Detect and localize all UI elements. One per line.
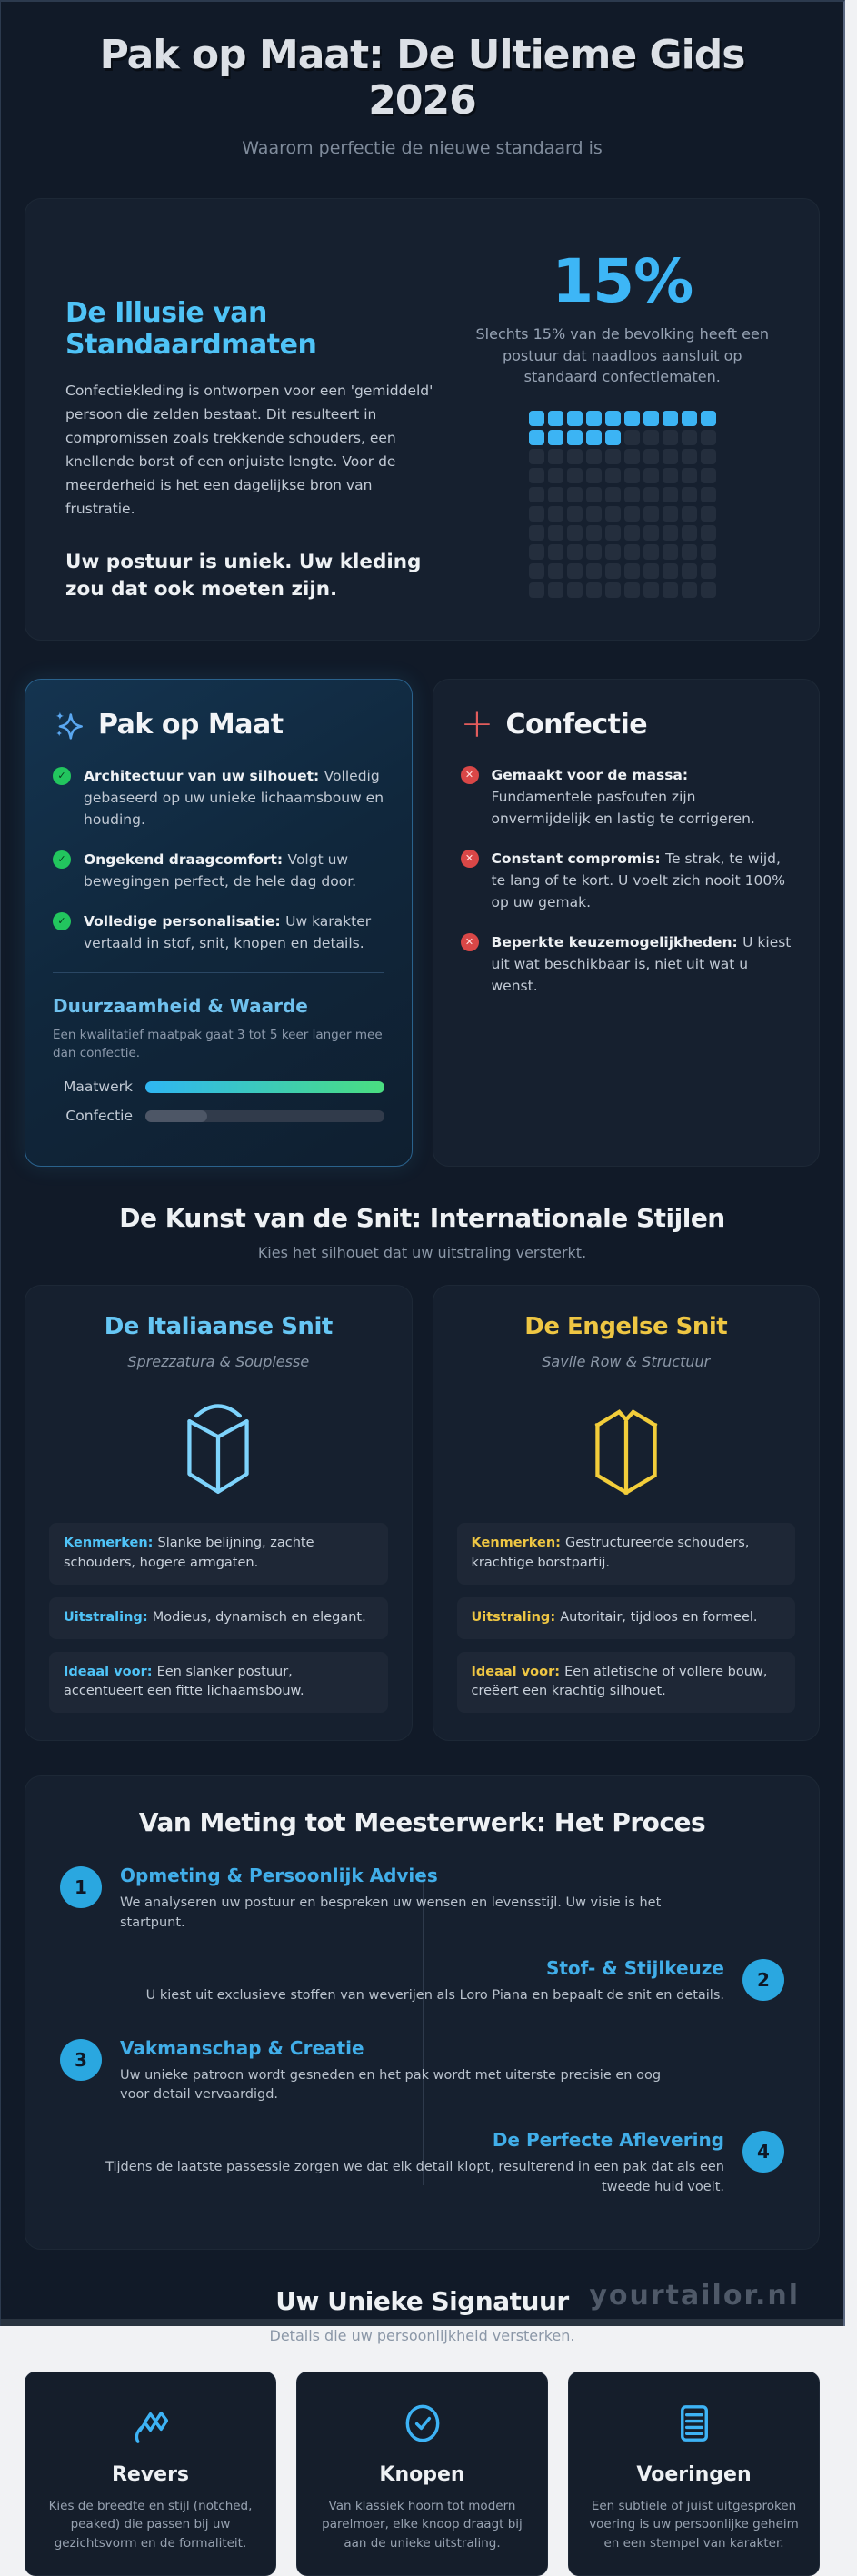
grid-dot <box>586 582 602 598</box>
step-title: Opmeting & Persoonlijk Advies <box>120 1865 438 1887</box>
illusion-text-column <box>65 246 435 602</box>
cut-row-text: Autoritair, tijdloos en formeel. <box>560 1609 758 1625</box>
grid-dot <box>529 449 544 464</box>
grid-dot-highlighted <box>701 411 716 426</box>
signature-card-title: Knopen <box>379 2462 465 2486</box>
sparkles-icon <box>53 709 85 741</box>
grid-dot <box>701 563 716 579</box>
grid-dot <box>586 544 602 560</box>
point-lead: Architectuur van uw silhouet: <box>84 767 320 784</box>
grid-dot <box>567 563 583 579</box>
grid-dot-highlighted <box>605 411 621 426</box>
grid-dot-highlighted <box>529 430 544 445</box>
process-heading: Van Meting tot Meesterwerk: Het Proces <box>138 1807 706 1838</box>
step-title: De Perfecte Aflevering <box>492 2129 724 2152</box>
grid-dot <box>529 525 544 541</box>
grid-dot <box>643 582 659 598</box>
process-step-4 <box>60 2129 784 2198</box>
grid-dot <box>701 582 716 598</box>
cut-row-text: Een slanker postuur, accentueert een fitte lichaamsbouw. <box>64 1664 304 1699</box>
grid-dot-highlighted <box>548 411 563 426</box>
bar-fill-maatwerk <box>145 1081 384 1093</box>
grid-dot <box>663 430 678 445</box>
point-text: Volgt uw bewegingen perfect, de hele dag door. <box>84 850 357 890</box>
page-title: Pak op Maat: De Ultieme Gids 2026 <box>99 32 745 124</box>
signature-section <box>25 2372 820 2576</box>
english-silhouette-icon <box>568 1390 684 1507</box>
grid-dot <box>529 563 544 579</box>
bar-label: Maatwerk <box>63 1079 133 1096</box>
step-number-badge: 4 <box>742 2131 784 2173</box>
process-card <box>25 1775 820 2250</box>
grid-dot-highlighted <box>586 430 602 445</box>
cut-row-text: Modieus, dynamisch en elegant. <box>152 1609 366 1625</box>
english-cut-title: De Engelse Snit <box>524 1313 728 1341</box>
grid-dot <box>586 468 602 483</box>
grid-dot <box>529 468 544 483</box>
italian-silhouette-icon <box>160 1390 276 1507</box>
grid-dot <box>643 430 659 445</box>
lapel-icon <box>45 2398 255 2449</box>
bar-row-maatwerk <box>53 1079 384 1095</box>
point-lead: Ongekend draagcomfort: <box>84 850 284 868</box>
custom-suit-title-row <box>53 709 384 741</box>
grid-dot <box>624 525 640 541</box>
list-item <box>53 849 384 892</box>
english-cut-card <box>433 1285 821 1741</box>
grid-dot <box>682 468 697 483</box>
grid-dot <box>663 487 678 502</box>
cut-row-text: Slanke belijning, zachte schouders, hogere armgaten. <box>64 1536 314 1571</box>
point-text: U kiest uit wat beschikbaar is, niet uit wat u wenst. <box>491 933 792 994</box>
illusion-statement: Uw postuur is uniek. Uw kleding zou dat ook moeten zijn. <box>65 550 422 601</box>
grid-dot <box>567 525 583 541</box>
cut-row-text: Een atletische of vollere bouw, creëert een krachtig silhouet. <box>471 1664 768 1699</box>
italian-cut-subtitle: Sprezzatura & Souplesse <box>127 1353 310 1371</box>
signature-card-title: Revers <box>111 2462 190 2486</box>
cut-row-lead: Kenmerken: <box>64 1536 154 1551</box>
grid-dot <box>682 525 697 541</box>
button-check-icon <box>317 2398 527 2449</box>
custom-suit-card <box>25 679 413 1168</box>
grid-dot <box>643 506 659 522</box>
grid-dot <box>548 449 563 464</box>
grid-dot <box>529 506 544 522</box>
cross-icon: ✕ <box>461 766 479 784</box>
grid-dot <box>701 506 716 522</box>
grid-dot <box>586 525 602 541</box>
step-number-badge: 1 <box>60 1866 102 1908</box>
grid-dot <box>567 544 583 560</box>
check-icon: ✓ <box>53 850 71 869</box>
grid-dot-highlighted <box>567 411 583 426</box>
grid-dot <box>643 449 659 464</box>
cut-row <box>49 1597 388 1639</box>
grid-dot <box>624 506 640 522</box>
grid-dot <box>567 487 583 502</box>
process-step-3 <box>60 2037 784 2106</box>
point-text: Fundamentele pasfouten zijn onvermijdelijk en lastig te corrigeren. <box>491 788 755 827</box>
grid-dot <box>682 487 697 502</box>
grid-dot <box>548 506 563 522</box>
grid-dot <box>701 544 716 560</box>
divider <box>53 972 384 973</box>
signature-card-text: Kies de breedte en stijl (notched, peaked) die passen bij uw gezichtsvorm en de formaliteit. <box>48 2498 253 2551</box>
grid-dot <box>605 525 621 541</box>
english-cut-subtitle: Savile Row & Structuur <box>542 1353 711 1371</box>
grid-dot <box>682 544 697 560</box>
grid-dot <box>605 449 621 464</box>
grid-dot <box>624 468 640 483</box>
page-subtitle: Waarom perfectie de nieuwe standaard is <box>242 138 603 159</box>
grid-dot <box>586 506 602 522</box>
list-item <box>461 931 792 997</box>
signature-card-revers <box>25 2372 276 2576</box>
italian-cut-card <box>25 1285 413 1741</box>
cut-row-lead: Kenmerken: <box>471 1536 561 1551</box>
cut-row <box>457 1652 796 1714</box>
grid-dot <box>605 506 621 522</box>
header <box>1 2 843 158</box>
grid-dot <box>663 506 678 522</box>
process-step-2 <box>60 1957 784 2014</box>
point-text: Uw karakter vertaald in stof, snit, knopen en details. <box>84 912 372 951</box>
grid-dot-highlighted <box>643 411 659 426</box>
step-title: Stof- & Stijlkeuze <box>545 1956 724 1979</box>
step-text: Tijdens de laatste passessie zorgen we dat elk detail klopt, resulterend in een pak dat als een tweede huid voelt. <box>105 2160 724 2194</box>
list-item <box>53 765 384 830</box>
ready-made-points <box>461 764 792 997</box>
grid-dot <box>548 525 563 541</box>
step-number-badge: 3 <box>60 2039 102 2081</box>
signature-subheading: Details die uw persoonlijkheid versterken. <box>269 2326 575 2344</box>
bar-track <box>145 1081 384 1093</box>
grid-dot-highlighted <box>548 430 563 445</box>
custom-suit-title: Pak op Maat <box>98 709 284 741</box>
signature-card-voeringen <box>568 2372 820 2576</box>
grid-dot <box>567 449 583 464</box>
grid-dot <box>529 582 544 598</box>
grid-dot <box>701 468 716 483</box>
grid-dot-highlighted <box>663 411 678 426</box>
step-text: We analyseren uw postuur en bespreken uw wensen en levensstijl. Uw visie is het startpunt. <box>120 1895 662 1930</box>
grid-dot <box>663 582 678 598</box>
bar-track <box>145 1110 384 1122</box>
list-item <box>53 910 384 954</box>
grid-dot <box>624 544 640 560</box>
grid-dot <box>605 582 621 598</box>
stat-value: 15% <box>552 246 693 317</box>
grid-dot <box>663 449 678 464</box>
grid-dot <box>643 563 659 579</box>
grid-dot <box>567 506 583 522</box>
lining-icon <box>589 2398 799 2449</box>
cut-row-text: Gestructureerde schouders, krachtige borstpartij. <box>471 1536 750 1571</box>
grid-dot-highlighted <box>682 411 697 426</box>
plus-icon: + <box>460 701 494 748</box>
stat-caption: Slechts 15% van de bevolking heeft een postuur dat naadloos aansluit op standaard confectiematen. <box>475 325 769 385</box>
grid-dot <box>701 525 716 541</box>
point-text: Volledig gebaseerd op uw unieke lichaamsbouw en houding. <box>84 767 384 828</box>
ready-made-card <box>433 679 821 1168</box>
point-lead: Beperkte keuzemogelijkheden: <box>491 933 738 950</box>
cross-icon: ✕ <box>461 933 479 951</box>
check-icon: ✓ <box>53 767 71 785</box>
step-title: Vakmanschap & Creatie <box>120 2036 364 2059</box>
grid-dot <box>624 563 640 579</box>
point-text: Te strak, te wijd, te lang of te kort. U voelt zich nooit 100% op uw gemak. <box>491 850 785 910</box>
cut-row-lead: Ideaal voor: <box>64 1664 153 1679</box>
signature-card-knopen <box>296 2372 548 2576</box>
grid-dot <box>663 544 678 560</box>
cuts-subheading: Kies het silhouet dat uw uitstraling versterkt. <box>257 1244 587 1262</box>
grid-dot <box>701 430 716 445</box>
cuts-heading: De Kunst van de Snit: Internationale Stijlen <box>119 1203 725 1234</box>
grid-dot <box>682 506 697 522</box>
durability-heading: Duurzaamheid & Waarde <box>53 994 308 1017</box>
grid-dot <box>643 487 659 502</box>
grid-dot <box>605 544 621 560</box>
illusion-card <box>25 198 820 640</box>
bar-row-confectie <box>53 1108 384 1124</box>
grid-dot <box>624 487 640 502</box>
step-text: U kiest uit exclusieve stoffen van weverijen als Loro Piana en bepaalt de snit en details. <box>145 1987 724 2003</box>
grid-dot <box>624 430 640 445</box>
custom-suit-points <box>53 765 384 954</box>
cut-row <box>457 1523 796 1585</box>
grid-dot <box>682 582 697 598</box>
grid-dot <box>682 563 697 579</box>
grid-dot <box>548 563 563 579</box>
grid-dot <box>529 487 544 502</box>
grid-dot <box>624 582 640 598</box>
cross-icon: ✕ <box>461 850 479 868</box>
bar-label: Confectie <box>65 1108 133 1125</box>
step-text: Uw unieke patroon wordt gesneden en het pak wordt met uiterste precisie en oog voor detail vervaardigd. <box>120 2067 662 2103</box>
italian-cut-title: De Italiaanse Snit <box>104 1313 333 1341</box>
durability-note: Een kwalitatief maatpak gaat 3 tot 5 keer langer mee dan confectie. <box>53 1027 383 1061</box>
grid-dot <box>548 487 563 502</box>
illusion-heading: De Illusie van Standaardmaten <box>65 297 317 362</box>
bottom-strip <box>1 2319 843 2326</box>
grid-dot <box>624 449 640 464</box>
grid-dot <box>643 525 659 541</box>
illusion-stat-column <box>466 246 780 602</box>
grid-dot <box>605 563 621 579</box>
grid-dot-highlighted <box>624 411 640 426</box>
grid-dot <box>529 544 544 560</box>
process-timeline <box>60 1865 784 2198</box>
grid-dot <box>682 430 697 445</box>
grid-dot <box>586 449 602 464</box>
watermark: yourtailor.nl <box>589 2280 800 2312</box>
grid-dot-highlighted <box>529 411 544 426</box>
step-number-badge: 2 <box>742 1959 784 2001</box>
cut-row-lead: Uitstraling: <box>64 1609 148 1625</box>
grid-dot-highlighted <box>567 430 583 445</box>
grid-dot <box>682 449 697 464</box>
cut-row <box>457 1597 796 1639</box>
point-lead: Gemaakt voor de massa: <box>491 766 689 783</box>
grid-dot <box>586 487 602 502</box>
illusion-body: Confectiekleding is ontworpen voor een 'gemiddeld' persoon die zelden bestaat. Dit resulteert in compromissen zoals trekkende schouders, een knellende borst of een onjuiste lengte. Voor de meerderheid is het een dagelijkse bron van frustratie. <box>65 383 433 518</box>
signature-card-title: Voeringen <box>636 2462 752 2486</box>
point-lead: Constant compromis: <box>491 850 661 867</box>
population-grid <box>529 411 716 598</box>
grid-dot <box>663 468 678 483</box>
ready-made-title: Confectie <box>505 708 648 741</box>
cut-row-lead: Uitstraling: <box>471 1609 556 1625</box>
cut-row-lead: Ideaal voor: <box>471 1664 561 1679</box>
grid-dot <box>643 544 659 560</box>
ready-made-title-row <box>460 701 792 748</box>
cuts-section <box>25 1285 820 1741</box>
grid-dot <box>663 525 678 541</box>
grid-dot <box>586 563 602 579</box>
grid-dot <box>548 544 563 560</box>
grid-dot <box>567 468 583 483</box>
grid-dot-highlighted <box>605 430 621 445</box>
grid-dot <box>701 487 716 502</box>
list-item <box>461 848 792 913</box>
list-item <box>461 764 792 830</box>
point-lead: Volledige personalisatie: <box>84 912 281 930</box>
signature-card-text: Een subtiele of juist uitgesproken voering is uw persoonlijke geheim en een stempel van karakter. <box>589 2498 799 2551</box>
signature-heading: Uw Unieke Signatuur <box>275 2285 569 2316</box>
grid-dot <box>548 468 563 483</box>
grid-dot <box>605 468 621 483</box>
signature-card-text: Van klassiek hoorn tot modern parelmoer, elke knoop draagt bij aan de unieke uitstraling. <box>322 2498 523 2551</box>
grid-dot <box>643 468 659 483</box>
comparison-section <box>25 679 820 1168</box>
grid-dot <box>701 449 716 464</box>
grid-dot <box>548 582 563 598</box>
grid-dot <box>663 563 678 579</box>
cut-row <box>49 1523 388 1585</box>
check-icon: ✓ <box>53 912 71 930</box>
grid-dot <box>567 582 583 598</box>
grid-dot-highlighted <box>586 411 602 426</box>
bar-fill-confectie <box>145 1110 207 1122</box>
process-step-1 <box>60 1865 784 1934</box>
cut-row <box>49 1652 388 1714</box>
grid-dot <box>605 487 621 502</box>
